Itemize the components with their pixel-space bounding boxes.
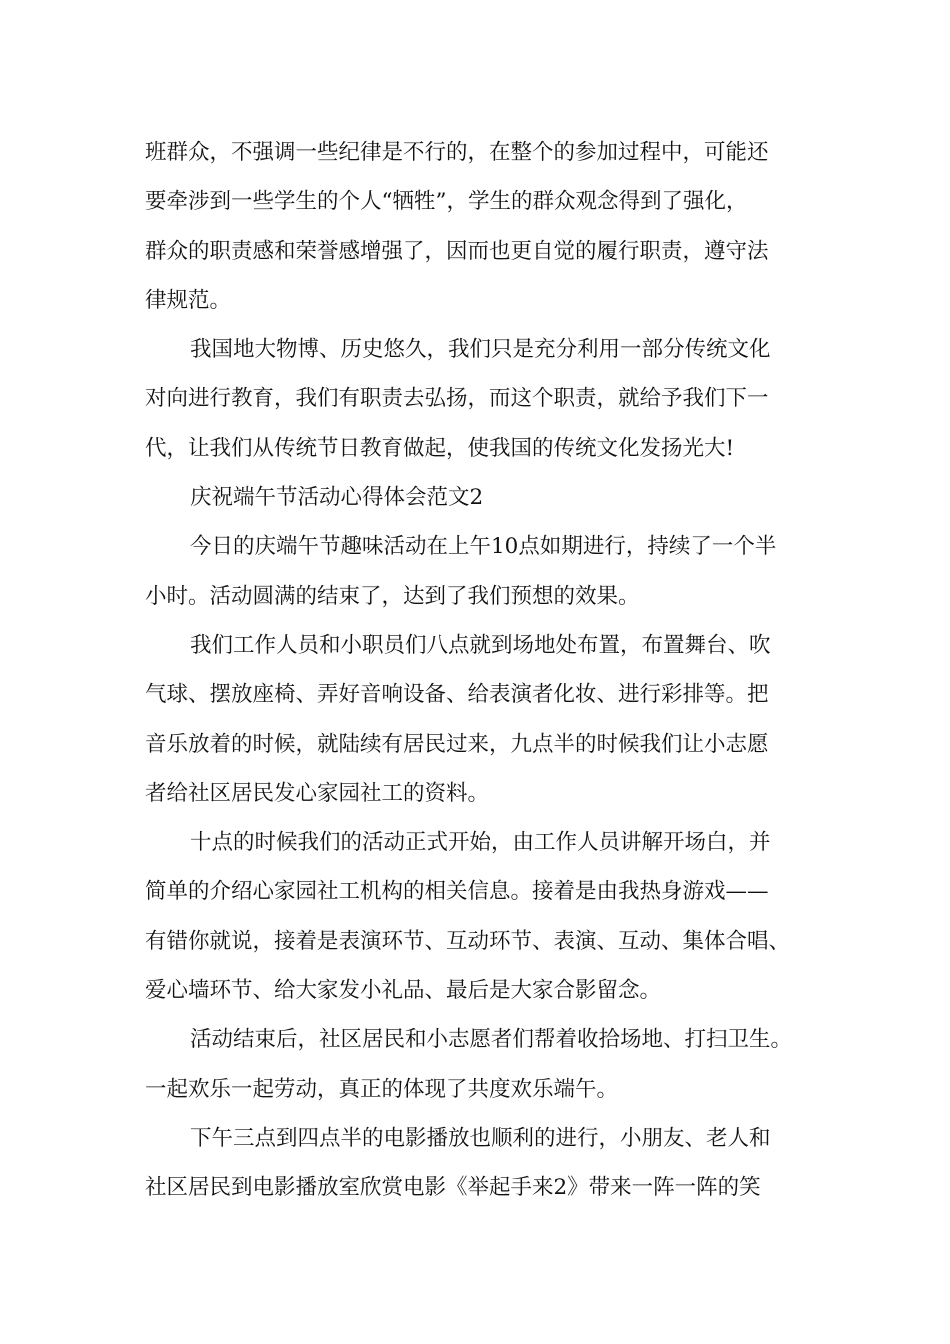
section-heading: 庆祝端午节活动心得体会范文2 [190, 485, 484, 511]
text-line: 对向进行教育，我们有职责去弘扬，而这个职责，就给予我们下一 [145, 386, 769, 412]
text-line: 律规范。 [145, 287, 232, 313]
text-line: 简单的介绍心家园社工机构的相关信息。接着是由我热身游戏—— [145, 879, 769, 905]
text-line: 今日的庆端午节趣味活动在上午10点如期进行，持续了一个半 [190, 534, 777, 560]
text-line: 班群众，不强调一些纪律是不行的，在整个的参加过程中，可能还 [145, 140, 769, 165]
text-line: 一起欢乐一起劳动，真正的体现了共度欢乐端午。 [145, 1076, 619, 1102]
text-line: 代，让我们从传统节日教育做起，使我国的传统文化发扬光大! [145, 435, 735, 461]
document-body [145, 128, 825, 1213]
text-line: 我国地大物博、历史悠久，我们只是充分利用一部分传统文化 [190, 337, 771, 363]
text-line: 有错你就说，接着是表演环节、互动环节、表演、互动、集体合唱、 [145, 928, 791, 954]
text-line: 气球、摆放座椅、弄好音响设备、给表演者化妆、进行彩排等。把 [145, 682, 769, 708]
text-line: 下午三点到四点半的电影播放也顺利的进行，小朋友、老人和 [190, 1125, 771, 1151]
text-line: 群众的职责感和荣誉感增强了，因而也更自觉的履行职责，遵守法 [145, 238, 769, 264]
text-line: 小时。活动圆满的结束了，达到了我们预想的效果。 [145, 583, 640, 609]
text-line: 十点的时候我们的活动正式开始，由工作人员讲解开场白，并 [190, 830, 771, 856]
text-line: 社区居民到电影播放室欣赏电影《举起手来2》带来一阵一阵的笑 [145, 1175, 761, 1201]
text-line: 要牵涉到一些学生的个人“牺牲”，学生的群众观念得到了强化， [145, 189, 748, 215]
text-line: 音乐放着的时候，就陆续有居民过来，九点半的时候我们让小志愿 [145, 731, 769, 757]
text-line: 爱心墙环节、给大家发小礼品、最后是大家合影留念。 [145, 978, 662, 1004]
text-line: 活动结束后，社区居民和小志愿者们帮着收拾场地、打扫卫生。 [190, 1027, 793, 1053]
text-line: 我们工作人员和小职员们八点就到场地处布置，布置舞台、吹 [190, 632, 771, 658]
text-line: 者给社区居民发心家园社工的资料。 [145, 780, 490, 806]
